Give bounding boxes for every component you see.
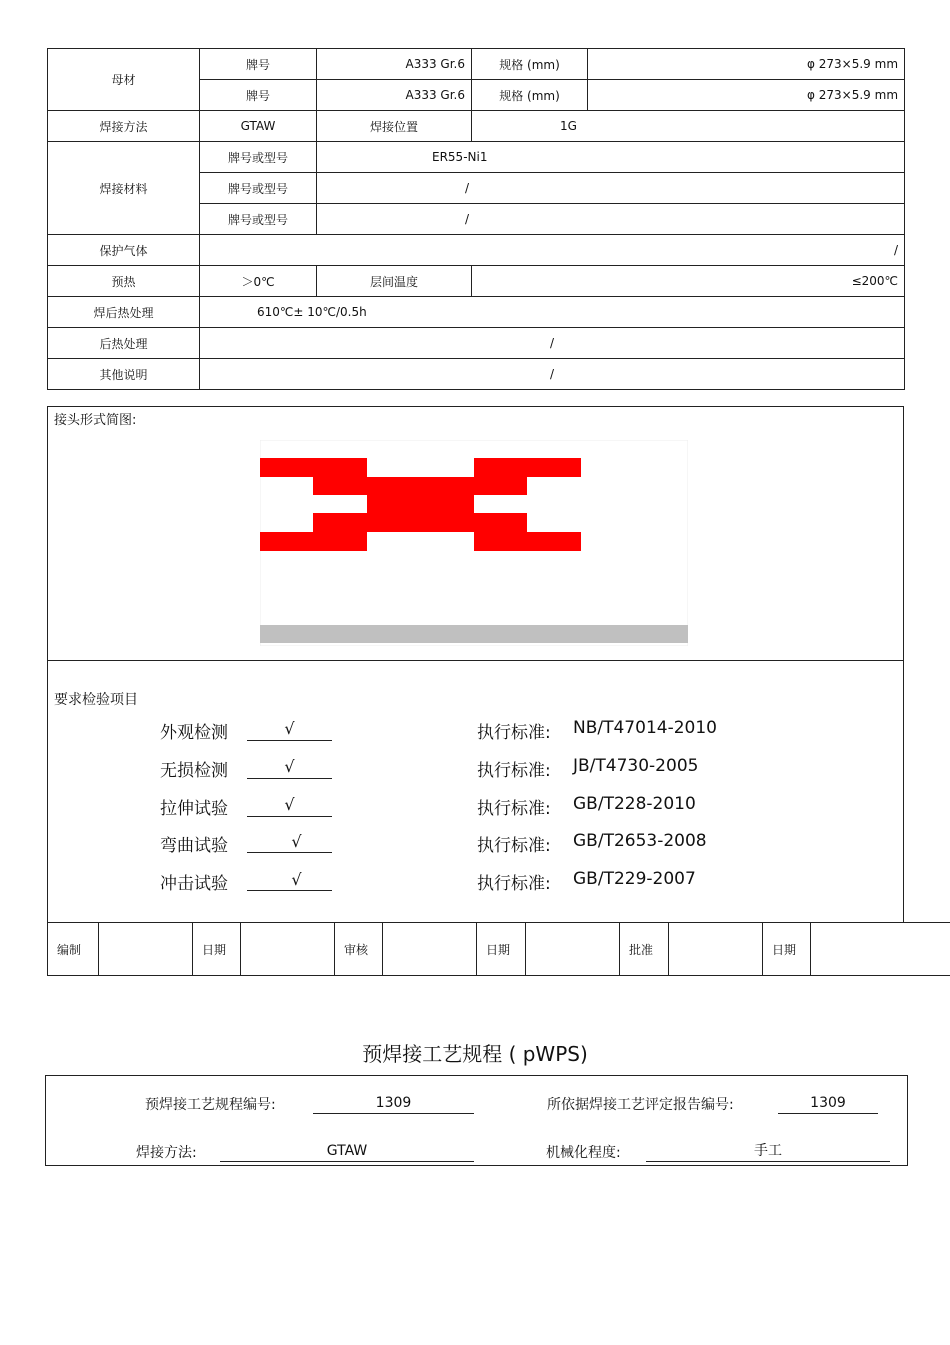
welding-position-value: 1G xyxy=(472,111,905,142)
standard-value: JB/T4730-2005 xyxy=(573,756,699,776)
reviewed-by-label: 审核 xyxy=(335,923,383,976)
material-brand-label: 牌号或型号 xyxy=(200,142,317,173)
inspection-check-mark: √ xyxy=(247,718,332,741)
welding-method-label: 焊接方法 xyxy=(48,111,200,142)
inspection-check-mark: √ xyxy=(247,869,332,891)
signature-row xyxy=(47,922,950,976)
base-metal-brand-value: A333 Gr.6 xyxy=(317,80,472,111)
other-notes-value: / xyxy=(200,359,905,390)
joint-sketch-section xyxy=(47,406,904,661)
backing-strip xyxy=(260,625,688,643)
inspection-check-mark: √ xyxy=(247,794,332,817)
material-brand-value: ER55-Ni1 xyxy=(317,142,905,173)
brand-label: 牌号 xyxy=(200,49,317,80)
spec-label: 规格 (mm) xyxy=(472,49,588,80)
base-metal-brand-value: A333 Gr.6 xyxy=(317,49,472,80)
inspection-label: 要求检验项目 xyxy=(54,692,138,708)
pwps-number-value: 1309 xyxy=(313,1094,474,1114)
pwps-title: 预焊接工艺规程 ( pWPS) xyxy=(362,1042,588,1066)
inspection-section xyxy=(47,660,904,923)
inspection-check-mark: √ xyxy=(247,831,332,853)
base-metal-label: 母材 xyxy=(48,49,200,111)
post-heat-label: 后热处理 xyxy=(48,328,200,359)
standard-label: 执行标准: xyxy=(477,761,551,781)
welding-material-label: 焊接材料 xyxy=(48,142,200,235)
standard-value: GB/T229-2007 xyxy=(573,869,696,889)
spec-label: 规格 (mm) xyxy=(472,80,588,111)
pqr-number-label: 所依据焊接工艺评定报告编号: xyxy=(547,1097,734,1113)
date-label: 日期 xyxy=(193,923,241,976)
interpass-temp-label: 层间温度 xyxy=(317,266,472,297)
inspection-item-name: 外观检测 xyxy=(160,723,228,743)
date-field xyxy=(526,923,620,976)
pwps-welding-method-label: 焊接方法: xyxy=(136,1145,197,1161)
date-label: 日期 xyxy=(763,923,811,976)
approved-by-field xyxy=(669,923,763,976)
welding-method-value: GTAW xyxy=(200,111,317,142)
approved-by-label: 批准 xyxy=(620,923,669,976)
preheat-label: 预热 xyxy=(48,266,200,297)
spec-value: φ 273×5.9 mm xyxy=(588,80,905,111)
standard-value: GB/T2653-2008 xyxy=(573,831,707,851)
pwht-value: 610℃± 10℃/0.5h xyxy=(200,297,905,328)
welding-position-label: 焊接位置 xyxy=(317,111,472,142)
pqr-number-value: 1309 xyxy=(778,1094,878,1114)
post-heat-value: / xyxy=(200,328,905,359)
date-field xyxy=(811,923,950,976)
standard-label: 执行标准: xyxy=(477,874,551,894)
mechanization-value: 手工 xyxy=(646,1142,890,1162)
standard-value: GB/T228-2010 xyxy=(573,794,696,814)
joint-sketch-label: 接头形式简图: xyxy=(54,413,137,428)
inspection-item-name: 无损检测 xyxy=(160,761,228,781)
inspection-item-name: 拉伸试验 xyxy=(160,799,228,819)
joint-diagram xyxy=(260,440,688,646)
material-brand-value: / xyxy=(317,173,905,204)
preheat-value: ＞0℃ xyxy=(200,266,317,297)
standard-label: 执行标准: xyxy=(477,723,551,743)
prepared-by-label: 编制 xyxy=(48,923,99,976)
pwps-header-box xyxy=(45,1075,908,1166)
pwps-number-label: 预焊接工艺规程编号: xyxy=(145,1097,276,1113)
date-field xyxy=(241,923,335,976)
standard-value: NB/T47014-2010 xyxy=(573,718,717,738)
other-notes-label: 其他说明 xyxy=(48,359,200,390)
interpass-temp-value: ≤200℃ xyxy=(472,266,905,297)
material-brand-label: 牌号或型号 xyxy=(200,173,317,204)
pwps-welding-method-value: GTAW xyxy=(220,1142,474,1162)
pwht-label: 焊后热处理 xyxy=(48,297,200,328)
reviewed-by-field xyxy=(383,923,477,976)
shielding-gas-label: 保护气体 xyxy=(48,235,200,266)
spec-value: φ 273×5.9 mm xyxy=(588,49,905,80)
shielding-gas-value: / xyxy=(200,235,905,266)
welding-parameters-table xyxy=(47,48,905,390)
standard-label: 执行标准: xyxy=(477,799,551,819)
prepared-by-field xyxy=(99,923,193,976)
inspection-item-name: 弯曲试验 xyxy=(160,836,228,856)
brand-label: 牌号 xyxy=(200,80,317,111)
mechanization-label: 机械化程度: xyxy=(546,1145,621,1161)
material-brand-value: / xyxy=(317,204,905,235)
inspection-check-mark: √ xyxy=(247,756,332,779)
standard-label: 执行标准: xyxy=(477,836,551,856)
date-label: 日期 xyxy=(477,923,526,976)
inspection-item-name: 冲击试验 xyxy=(160,874,228,894)
material-brand-label: 牌号或型号 xyxy=(200,204,317,235)
